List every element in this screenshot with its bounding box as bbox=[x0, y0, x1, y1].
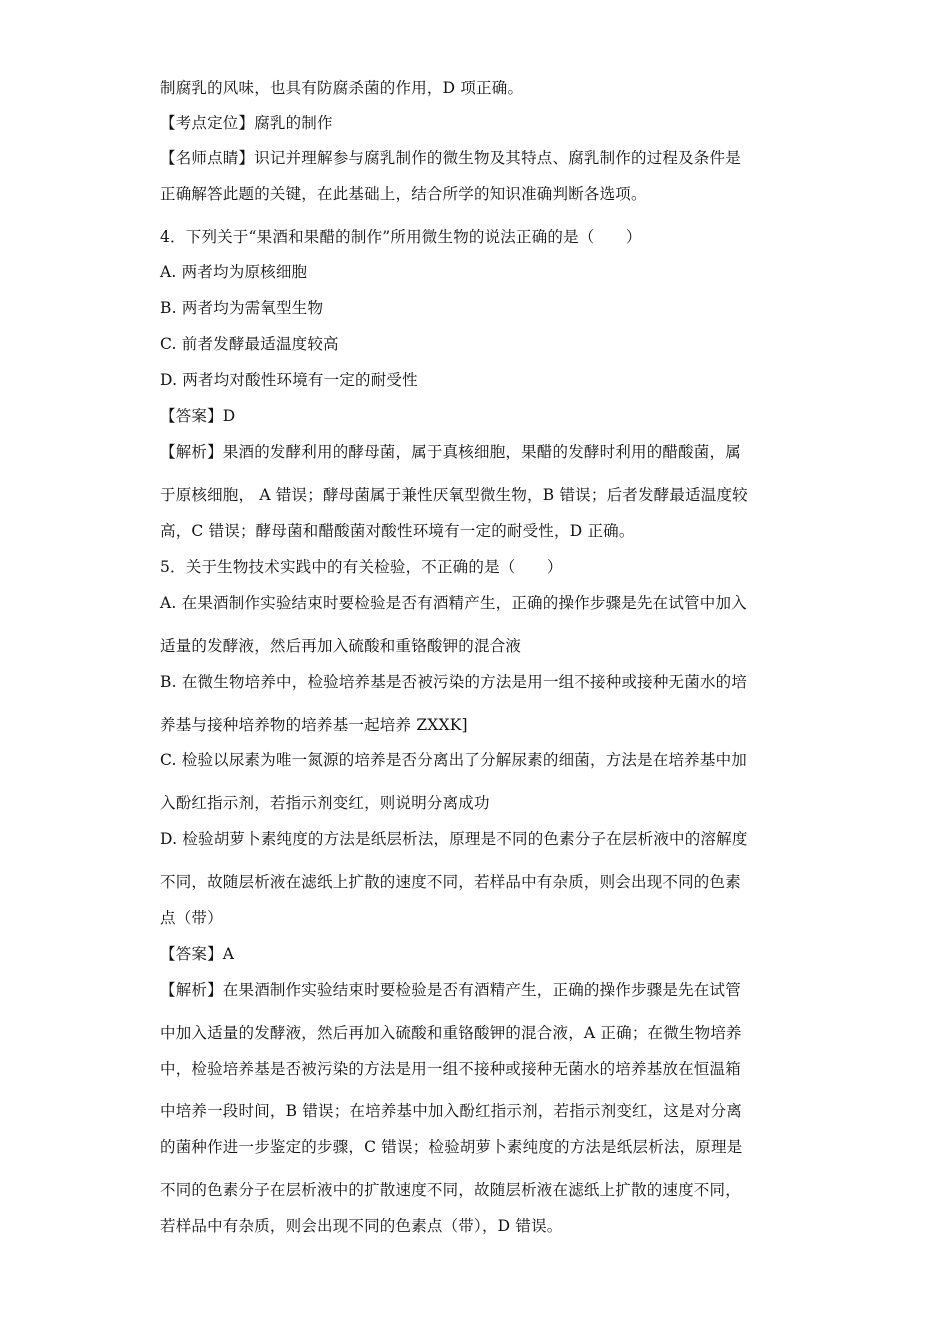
text-line: 中加入适量的发酵液，然后再加入硫酸和重铬酸钾的混合液，A 正确；在微生物培养 bbox=[160, 1024, 742, 1042]
question-4-stem: 4．下列关于“果酒和果醋的制作”所用微生物的说法正确的是（ ） bbox=[160, 228, 642, 246]
question-4-option-d: D. 两者均对酸性环境有一定的耐受性 bbox=[160, 371, 418, 389]
question-4-answer: 【答案】D bbox=[160, 407, 236, 425]
text-line: 点（带） bbox=[160, 909, 223, 927]
question-5-stem: 5．关于生物技术实践中的有关检验，不正确的是（ ） bbox=[160, 558, 563, 576]
text-line: 【名师点睛】识记并理解参与腐乳制作的微生物及其特点、腐乳制作的过程及条件是 bbox=[160, 149, 741, 167]
question-5-option-c: C. 检验以尿素为唯一氮源的培养是否分离出了分解尿素的细菌，方法是在培养基中加 bbox=[160, 751, 747, 769]
question-5-option-d: D. 检验胡萝卜素纯度的方法是纸层析法，原理是不同的色素分子在层析液中的溶解度 bbox=[160, 830, 748, 848]
text-line: 【解析】在果酒制作实验结束时要检验是否有酒精产生，正确的操作步骤是先在试管 bbox=[160, 981, 741, 999]
text-line: 不同，故随层析液在滤纸上扩散的速度不同，若样品中有杂质，则会出现不同的色素 bbox=[160, 873, 741, 891]
text-line: 制腐乳的风味，也具有防腐杀菌的作用，D 项正确。 bbox=[160, 79, 524, 97]
text-line: 中培养一段时间，B 错误；在培养基中加入酚红指示剂，若指示剂变红，这是对分离 bbox=[160, 1102, 742, 1120]
question-5-answer: 【答案】A bbox=[160, 945, 235, 963]
text-line: 中，检验培养基是否被污染的方法是用一组不接种或接种无菌水的培养基放在恒温箱 bbox=[160, 1060, 741, 1078]
question-5-option-a: A. 在果酒制作实验结束时要检验是否有酒精产生，正确的操作步骤是先在试管中加入 bbox=[160, 594, 747, 612]
text-line: 高，C 错误；酵母菌和醋酸菌对酸性环境有一定的耐受性，D 正确。 bbox=[160, 522, 635, 540]
text-line: 【考点定位】腐乳的制作 bbox=[160, 114, 333, 132]
question-4-option-c: C. 前者发酵最适温度较高 bbox=[160, 335, 339, 353]
question-5-option-b: B. 在微生物培养中，检验培养基是否被污染的方法是用一组不接种或接种无菌水的培 bbox=[160, 673, 748, 691]
text-line: 正确解答此题的关键，在此基础上，结合所学的知识准确判断各选项。 bbox=[160, 185, 647, 203]
question-4-option-b: B. 两者均为需氧型生物 bbox=[160, 299, 324, 317]
text-line: 不同的色素分子在层析液中的扩散速度不同，故随层析液在滤纸上扩散的速度不同， bbox=[160, 1181, 741, 1199]
text-line: 若样品中有杂质，则会出现不同的色素点（带），D 错误。 bbox=[160, 1217, 563, 1235]
question-4-option-a: A. 两者均为原核细胞 bbox=[160, 263, 308, 281]
text-line: 入酚红指示剂，若指示剂变红，则说明分离成功 bbox=[160, 794, 490, 812]
text-line: 养基与接种培养物的培养基一起培养 ZXXK] bbox=[160, 716, 468, 734]
text-line: 【解析】果酒的发酵利用的酵母菌，属于真核细胞，果醋的发酵时利用的醋酸菌，属 bbox=[160, 443, 741, 461]
text-line: 的菌种作进一步鉴定的步骤，C 错误；检验胡萝卜素纯度的方法是纸层析法，原理是 bbox=[160, 1138, 743, 1156]
text-line: 适量的发酵液，然后再加入硫酸和重铬酸钾的混合液 bbox=[160, 637, 522, 655]
text-line: 于原核细胞， A 错误；酵母菌属于兼性厌氧型微生物，B 错误；后者发酵最适温度较 bbox=[160, 486, 748, 504]
